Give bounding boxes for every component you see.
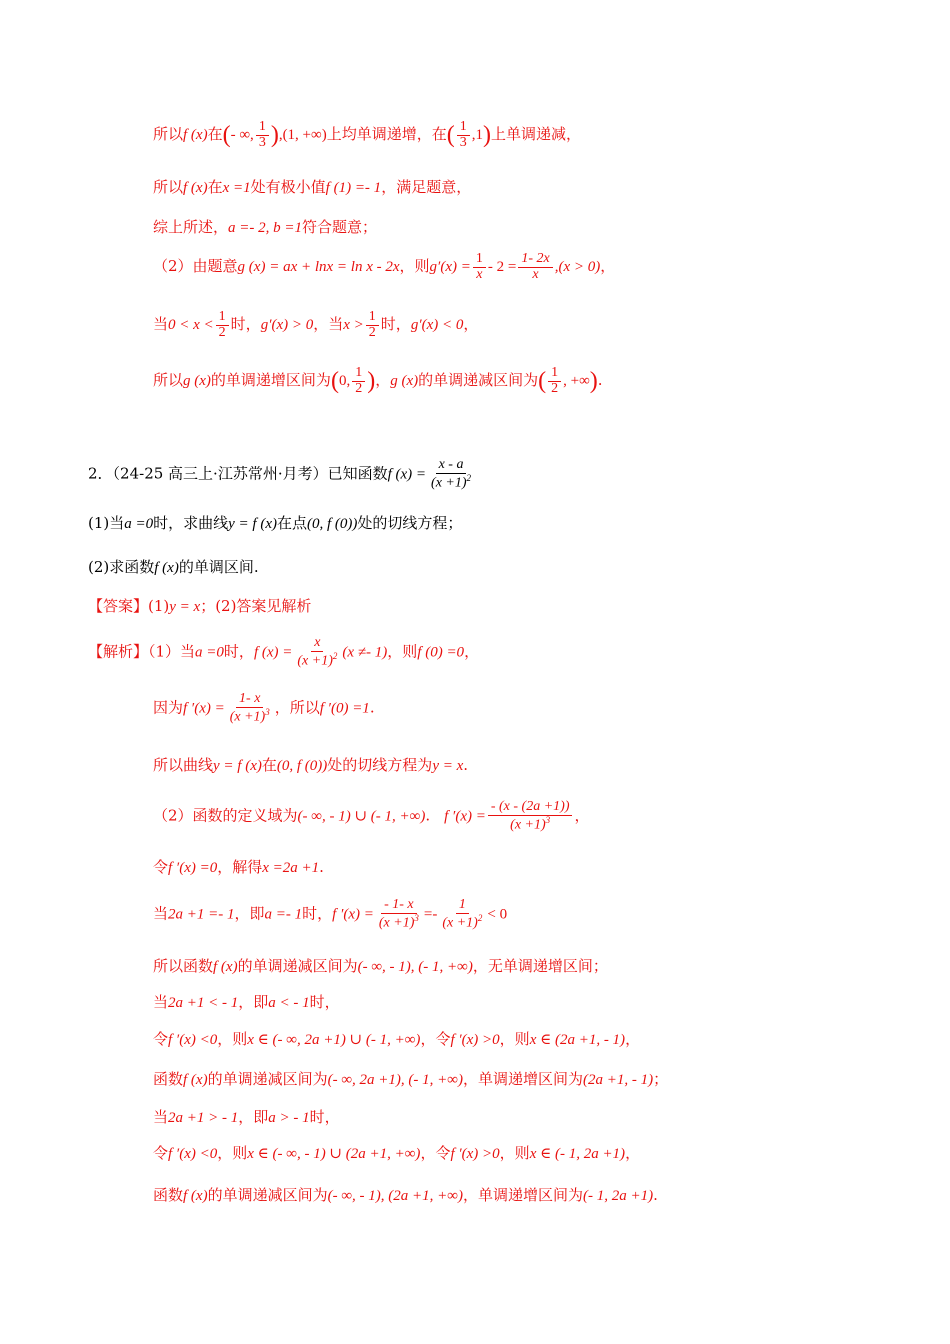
math: f (x): [154, 560, 179, 576]
punct: ，: [464, 642, 480, 661]
solution-line-part2: [153, 252, 615, 282]
num: x: [311, 636, 323, 652]
text: 综上所述，: [153, 218, 229, 236]
math: (2a +1, - 1): [582, 1072, 654, 1088]
math: f (x) =: [387, 466, 427, 483]
math: a =- 1: [264, 906, 303, 923]
math: f ′(x) <0: [168, 1032, 218, 1048]
text: ，即: [234, 904, 265, 923]
text: 当: [153, 993, 169, 1011]
den: [439, 914, 485, 931]
math-fx: f (x): [183, 127, 208, 144]
text: 符合题意；: [302, 218, 378, 236]
text: ，则: [217, 1030, 248, 1048]
math: f ′(x) <0: [168, 1146, 218, 1162]
den: 3: [459, 134, 467, 150]
math: x ∈ (- ∞, 2a +1) ∪ (- 1, +∞): [247, 1032, 421, 1048]
text: ，满足题意，: [381, 178, 472, 196]
math: f (1) =- 1: [325, 180, 382, 196]
fraction: [366, 310, 379, 340]
num: x - a: [436, 458, 467, 474]
text: 当: [153, 315, 169, 334]
exponent: 3: [545, 814, 551, 825]
math: y = f (x): [213, 758, 262, 774]
math: a =0: [195, 644, 224, 661]
punct: .: [425, 806, 431, 825]
text: ，单调递增区间为: [462, 1186, 583, 1204]
fraction: [216, 310, 229, 340]
text: 时，: [223, 642, 254, 661]
math: g (x) = ax + lnx = ln x - 2x: [237, 259, 400, 276]
solution-line-intervals: [153, 366, 603, 396]
math-gx: g (x): [390, 373, 419, 390]
math: f ′(x) >0: [450, 1146, 500, 1162]
math: f (x): [213, 959, 238, 975]
math: x ∈ (2a +1, - 1): [529, 1032, 626, 1048]
num: 1: [256, 120, 269, 136]
den: 2: [368, 324, 376, 340]
den: 2: [551, 380, 559, 396]
text: 处有极小值: [250, 178, 326, 196]
paren: (: [330, 367, 339, 394]
solution-line-summary: [153, 218, 377, 237]
answer-line: [88, 597, 311, 616]
den-base: (x +1): [442, 915, 478, 931]
text: 在: [261, 756, 277, 774]
text: 的单调区间.: [178, 558, 259, 576]
exponent: 2: [332, 650, 338, 661]
text: 处的切线方程为: [327, 756, 433, 774]
text: 时，: [309, 1108, 340, 1126]
text: 处的切线方程；: [357, 514, 463, 532]
text: ，则: [499, 1144, 530, 1162]
text: 时，: [380, 315, 411, 334]
paren: (: [538, 367, 547, 394]
math: - 2 =: [487, 259, 517, 276]
num: 1: [366, 310, 379, 326]
math: g′(x) < 0: [410, 317, 464, 334]
text: 函数: [153, 1070, 184, 1088]
num: - 1- x: [381, 898, 417, 914]
text: 上均单调递增，在: [326, 125, 447, 144]
math: (- ∞, - 1), (2a +1, +∞): [327, 1188, 463, 1204]
text: 时，: [230, 315, 261, 334]
text: 所以: [153, 125, 184, 144]
text: ，则: [387, 642, 418, 661]
text: ；(2)答案见解析: [200, 597, 312, 615]
math: a > - 1: [268, 1110, 310, 1126]
num: 1- 2x: [518, 252, 552, 268]
math: f ′(x) =: [444, 808, 486, 825]
text: (1)当: [88, 514, 125, 532]
text: 时，: [309, 993, 340, 1011]
den: [227, 708, 273, 725]
question-2-title: [88, 458, 476, 491]
paren: ): [270, 121, 279, 148]
punct: .: [597, 371, 603, 390]
punct: ，: [625, 1030, 641, 1048]
paren: ): [367, 367, 376, 394]
text: ，无单调递增区间；: [472, 957, 608, 975]
num: 1: [548, 366, 561, 382]
question-2-part2: [88, 558, 259, 577]
math: , +∞: [563, 373, 590, 390]
paren: (: [222, 121, 231, 148]
num: 1: [456, 898, 469, 914]
fraction: [548, 366, 561, 396]
math: (- ∞, 2a +1), (- 1, +∞): [327, 1072, 463, 1088]
math: ,(x > 0): [554, 259, 601, 276]
text: 令: [153, 1144, 169, 1162]
den: 3: [258, 134, 266, 150]
text: 所以函数: [153, 957, 214, 975]
den-base: (x +1): [229, 709, 266, 725]
den: 2: [218, 324, 226, 340]
analysis-line-7: [153, 957, 608, 976]
math: x ∈ (- ∞, - 1) ∪ (2a +1, +∞): [247, 1146, 421, 1162]
text: 所以: [153, 178, 184, 196]
den-base: (x +1): [510, 817, 546, 833]
num: 1: [457, 120, 470, 136]
punct: ，: [600, 257, 616, 276]
math: - ∞,: [230, 127, 254, 144]
math: y = f (x): [228, 516, 277, 532]
text: 当: [153, 904, 169, 923]
analysis-line-13: [153, 1186, 658, 1205]
text: 【答案】(1): [88, 597, 170, 615]
text: （2）函数的定义域为: [153, 806, 298, 825]
text: ，当: [313, 315, 344, 334]
math: 2a +1 =- 1: [168, 906, 235, 923]
math: f ′(x) =: [332, 906, 374, 923]
analysis-line-2: [153, 692, 375, 725]
text: ，即: [238, 993, 269, 1011]
punct: ，: [574, 806, 590, 825]
text: 时，: [302, 904, 333, 923]
fraction: [428, 458, 474, 491]
text: 在点: [277, 514, 308, 532]
text: 令: [153, 1030, 169, 1048]
fraction: [294, 636, 340, 669]
math: 2a +1 > - 1: [168, 1110, 239, 1126]
math: g′(x) =: [429, 259, 471, 276]
punct: .: [319, 858, 324, 876]
analysis-line-4: [153, 800, 590, 833]
fraction: [227, 692, 273, 725]
exponent: 2: [477, 912, 483, 923]
math: f (x) =: [253, 644, 293, 661]
math: (0, f (0)): [307, 516, 358, 532]
math: a =- 2, b =1: [228, 220, 303, 236]
text: ，即: [238, 1108, 269, 1126]
math: f ′(x) >0: [450, 1032, 500, 1048]
fraction: [457, 120, 470, 150]
paren: ): [589, 367, 598, 394]
math: ,1: [471, 127, 483, 144]
math: f ′(x) =: [183, 700, 225, 717]
den: [428, 474, 474, 491]
analysis-line-8: [153, 993, 340, 1012]
analysis-line-3: [153, 756, 468, 775]
den: [376, 914, 422, 931]
math: a =0: [124, 516, 154, 532]
analysis-line-12: [153, 1144, 640, 1163]
math: y = x: [169, 599, 201, 615]
text: ，则: [399, 257, 430, 276]
den-base: (x +1): [431, 475, 467, 491]
punct: .: [463, 756, 469, 774]
den: x: [532, 266, 539, 282]
den-base: (x +1): [378, 915, 415, 931]
math: x >: [343, 317, 364, 334]
math: < 0: [487, 906, 508, 923]
text: (2)求函数: [88, 558, 155, 576]
math: (- ∞, - 1), (- 1, +∞): [357, 959, 473, 975]
text: 上单调递减，: [490, 125, 581, 144]
math: (- ∞, - 1) ∪ (- 1, +∞): [297, 808, 426, 825]
analysis-line-10: [153, 1070, 668, 1089]
punct: ，: [463, 315, 479, 334]
math: g′(x) > 0: [260, 317, 314, 334]
math: 2a +1 < - 1: [168, 995, 239, 1011]
math: x =2a +1: [262, 860, 320, 876]
fraction: [488, 800, 573, 833]
math: f (x): [183, 1188, 208, 1204]
exponent: 3: [414, 912, 419, 923]
den-base: (x +1): [297, 653, 333, 669]
fraction: [473, 252, 486, 282]
text: ，令: [420, 1144, 451, 1162]
text: 的单调递减区间为: [207, 1186, 328, 1204]
math: f ′(x) =0: [168, 860, 218, 876]
text: 的单调递增区间为: [210, 371, 331, 390]
analysis-line-9: [153, 1030, 640, 1049]
text: 的单调递减区间为: [237, 957, 358, 975]
num: - (x - (2a +1)): [488, 800, 573, 816]
math: y = x: [432, 758, 464, 774]
math: ,(1, +∞): [278, 127, 327, 144]
paren: ): [482, 121, 491, 148]
text: 函数: [153, 1186, 184, 1204]
punct: .: [653, 1186, 658, 1204]
exponent: 3: [265, 706, 270, 717]
num: 1: [216, 310, 229, 326]
text: 【解析】（1）当: [88, 642, 196, 661]
den: [294, 652, 340, 669]
solution-line-min: [153, 178, 471, 197]
analysis-line-6: [153, 898, 507, 931]
math: f (0) =0: [417, 644, 465, 661]
math: f (x): [183, 1072, 208, 1088]
text: ，: [375, 371, 391, 390]
math: (x ≠- 1): [342, 644, 388, 661]
den: x: [476, 266, 483, 282]
punct: ，: [625, 1144, 641, 1162]
text: ，则: [217, 1144, 248, 1162]
num: 1: [473, 252, 486, 268]
analysis-line-11: [153, 1108, 340, 1127]
num: 1- x: [236, 692, 263, 708]
math: 0,: [338, 373, 351, 390]
text: 因为: [153, 698, 184, 717]
math-fx: f (x): [183, 180, 208, 196]
fraction: [376, 898, 422, 931]
text: 2．（24-25 高三上·江苏常州·月考）已知函数: [88, 464, 388, 483]
text: 时，求曲线: [153, 514, 229, 532]
text: 的单调递减区间为: [207, 1070, 328, 1088]
den: 2: [355, 380, 363, 396]
math: f ′(0) =1: [319, 700, 370, 717]
math: x =1: [222, 180, 251, 196]
text: 在: [207, 178, 223, 196]
math-gx: g (x): [183, 373, 211, 390]
text: 在: [207, 125, 223, 144]
punct: .: [369, 698, 375, 717]
analysis-line-5: [153, 858, 324, 877]
paren: (: [446, 121, 455, 148]
math: x ∈ (- 1, 2a +1): [529, 1146, 626, 1162]
math: 0 < x <: [168, 317, 214, 334]
solution-line-monotonic-1: [153, 120, 581, 150]
math: =-: [423, 906, 438, 923]
solution-line-cases: [153, 310, 478, 340]
text: 令: [153, 858, 169, 876]
math: a < - 1: [268, 995, 310, 1011]
den: [507, 816, 553, 833]
math: (- 1, 2a +1): [582, 1188, 654, 1204]
text: ，单调递增区间为: [462, 1070, 583, 1088]
question-2-part1: [88, 514, 462, 533]
punct: ；: [653, 1070, 669, 1088]
text: （2）由题意: [153, 257, 238, 276]
num: 1: [352, 366, 365, 382]
fraction: [518, 252, 552, 282]
text: ，则: [499, 1030, 530, 1048]
text: 所以曲线: [153, 756, 214, 774]
text: 当: [153, 1108, 169, 1126]
fraction: [352, 366, 365, 396]
text: ，所以: [274, 698, 320, 717]
text: ，令: [420, 1030, 451, 1048]
math: (0, f (0)): [276, 758, 328, 774]
fraction: [256, 120, 269, 150]
fraction: [439, 898, 485, 931]
text: 的单调递减区间为: [418, 371, 539, 390]
analysis-line-1: [88, 636, 479, 669]
text: ，解得: [217, 858, 263, 876]
text: 所以: [153, 371, 184, 390]
exponent: 2: [466, 472, 472, 483]
